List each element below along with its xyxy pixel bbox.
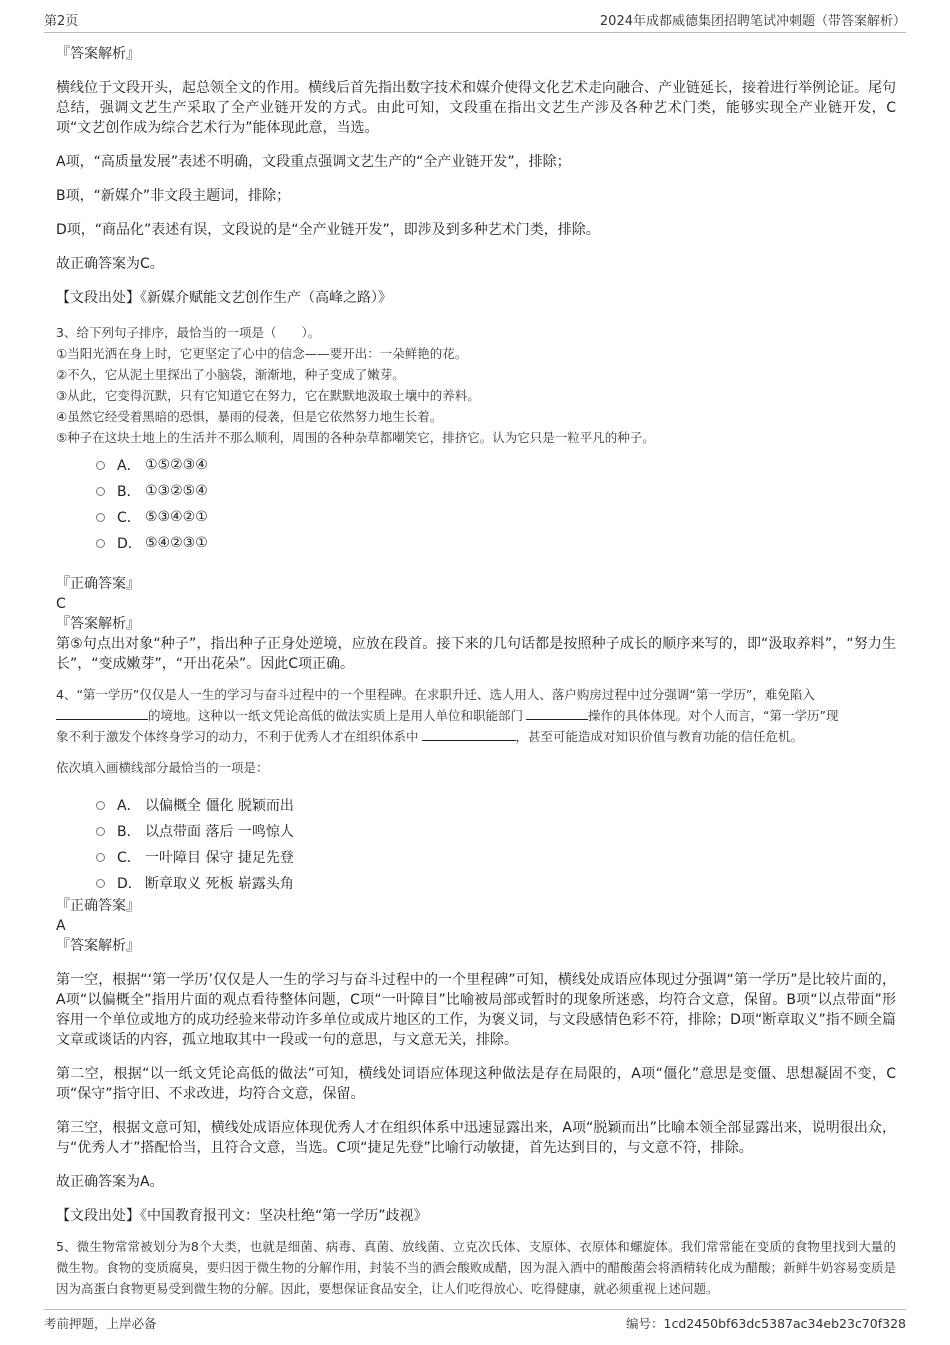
blank-1	[56, 707, 148, 720]
radio-button[interactable]	[96, 513, 105, 522]
q3-sentence-2: ②不久，它从泥土里探出了小脑袋，渐渐地，种子变成了嫩芽。	[56, 367, 405, 382]
q3-sentence-1: ①当阳光洒在身上时，它更坚定了心中的信念——要开出：一朵鲜艳的花。	[56, 346, 468, 361]
q3-option-c[interactable]: C． ⑤③④②①	[96, 504, 896, 530]
radio-button[interactable]	[96, 487, 105, 496]
q3-option-b[interactable]: B． ①③②⑤④	[96, 478, 896, 504]
correct-answer-label: 『正确答案』	[56, 576, 140, 592]
correct-answer-label: 『正确答案』	[56, 898, 140, 914]
analysis-paragraph: 横线位于文段开头，起总领全文的作用。横线后首先指出数字技术和媒介使得文化艺术走向融合、产业链延长，接着进行举例论证。尾句总结，强调文艺生产采取了全产业链开发的方式。由此可知，文段重在指出文艺生产涉及各种艺术门类，能够实现全产业链开发，C项“文艺创作成为综合艺术行为”能体现此意，当选。	[56, 80, 896, 136]
document-title: 2024年成都威德集团招聘笔试冲刺题（带答案解析）	[599, 14, 906, 29]
document-code: 编号：1cd2450bf63dc5387ac34eb23c70f328	[626, 1316, 906, 1331]
q4-analysis-para-3: 第三空，根据文意可知，横线处成语应体现优秀人才在组织体系中迅速显露出来，A项“脱颖而出”比喻本领全部显露出来，说明很出众，与“优秀人才”搭配恰当，且符合文意，当选。C项“捷足先登”比喻行动敏捷，首先达到目的，与文意不符，排除。	[56, 1120, 896, 1156]
question-4-prompt: 依次填入画横线部分最恰当的一项是：	[56, 760, 269, 775]
answer-analysis-label: 『答案解析』	[56, 46, 140, 62]
q4-option-a[interactable]: A． 以偏概全 僵化 脱颖而出	[96, 792, 896, 818]
q4-option-b[interactable]: B． 以点带面 落后 一鸣惊人	[96, 818, 896, 844]
page-content	[56, 44, 896, 1299]
footer-slogan: 考前押题，上岸必备	[44, 1316, 157, 1331]
answer-analysis-label: 『答案解析』	[56, 938, 140, 954]
q4-option-d[interactable]: D． 断章取义 死板 崭露头角	[96, 870, 896, 896]
option-a-analysis: A项，“高质量发展”表述不明确，文段重点强调文艺生产的“全产业链开发”，排除；	[56, 154, 571, 170]
radio-button[interactable]	[96, 879, 105, 888]
answer-conclusion: 故正确答案为A。	[56, 1174, 164, 1190]
question-4-stem: 4、“第一学历”仅仅是人一生的学习与奋斗过程中的一个里程碑。在求职升迁、选人用人、落户购房过程中过分强调“第一学历”，难免陷入 的境地。这种以一纸文凭论高低的做法实质上是用人单位和职能部门 操作的具体体现。对个人而言，“第一学历”现 象不利于激发个体终身学习的动力，不利于优秀人才在组织体系中 ，甚至可能造成对知识价值与教育功能的信任危机。	[56, 687, 839, 744]
q3-sentence-5: ⑤种子在这块土地上的生活并不那么顺利，周围的各种杂草都嘲笑它，排挤它。认为它只是一粒平凡的种子。	[56, 430, 655, 445]
answer-conclusion: 故正确答案为C。	[56, 256, 164, 272]
option-d-analysis: D项，“商品化”表述有误，文段说的是“全产业链开发”，即涉及到多种艺术门类，排除。	[56, 222, 600, 238]
radio-button[interactable]	[96, 539, 105, 548]
option-b-analysis: B项，“新媒介”非文段主题词，排除；	[56, 188, 291, 204]
page-number: 第2页	[44, 14, 79, 29]
q4-option-c[interactable]: C． 一叶障目 保守 捷足先登	[96, 844, 896, 870]
radio-button[interactable]	[96, 827, 105, 836]
q3-options	[96, 452, 896, 556]
q4-options	[96, 792, 896, 896]
q4-analysis-para-1: 第一空，根据“‘第一学历’仅仅是人一生的学习与奋斗过程中的一个里程碑”可知，横线处成语应体现过分强调“第一学历”是比较片面的，A项“以偏概全”指用片面的观点看待整体问题，C项“一叶障目”比喻被局部或暂时的现象所迷惑，均符合文意，保留。B项“以点带面”形容用一个单位或地方的成功经验来带动许多单位或成片地区的工作，为褒义词，与文段感情色彩不符，排除；D项“断章取义”指不顾全篇文章或谈话的内容，孤立地取其中一段或一句的意思，与文意无关，排除。	[56, 972, 896, 1048]
question-3-stem: 3、给下列句子排序，最恰当的一项是（ ）。	[56, 325, 321, 340]
correct-answer: C	[56, 596, 66, 612]
radio-button[interactable]	[96, 853, 105, 862]
source-citation: 【文段出处】《中国教育报刊文：坚决杜绝“第一学历”歧视》	[56, 1208, 428, 1224]
correct-answer: A	[56, 918, 66, 934]
radio-button[interactable]	[96, 461, 105, 470]
q3-sentence-3: ③从此，它变得沉默，只有它知道它在努力，它在默默地汲取土壤中的养料。	[56, 388, 480, 403]
q3-option-d[interactable]: D． ⑤④②③①	[96, 530, 896, 556]
question-5-stem: 5、微生物常常被划分为8个大类，也就是细菌、病毒、真菌、放线菌、立克次氏体、支原体、衣原体和螺旋体。我们常常能在变质的食物里找到大量的微生物。食物的变质腐臭，要归因于微生物的分解作用，封装不当的酒会酸败成醋，因为混入酒中的醋酸菌会将酒精转化成为醋酸；新鲜牛奶容易变质是因为高蛋白食物更易受到微生物的分解。因此，要想保证食品安全，让人们吃得放心、吃得健康，就必须重视上述问题。	[56, 1239, 896, 1296]
source-citation: 【文段出处】《新媒介赋能文艺创作生产（高峰之路）》	[56, 290, 392, 306]
radio-button[interactable]	[96, 801, 105, 810]
page-footer	[44, 1309, 906, 1338]
q3-analysis: 第⑤句点出对象“种子”，指出种子正身处逆境，应放在段首。接下来的几句话都是按照种子成长的顺序来写的，即“汲取养料”，“努力生长”，“变成嫩芽”，“开出花朵”。因此C项正确。	[56, 636, 896, 672]
answer-analysis-label: 『答案解析』	[56, 616, 140, 632]
q3-sentence-4: ④虽然它经受着黑暗的恐惧，暴雨的侵袭，但是它依然努力地生长着。	[56, 409, 443, 424]
page-header	[44, 10, 906, 33]
blank-2	[526, 707, 588, 720]
q4-analysis-para-2: 第二空，根据“以一纸文凭论高低的做法”可知，横线处词语应体现这种做法是存在局限的，A项“僵化”意思是变僵、思想凝固不变，C项“保守”指守旧、不求改进，均符合文意，保留。	[56, 1066, 896, 1102]
blank-3	[422, 728, 516, 741]
q3-option-a[interactable]: A． ①⑤②③④	[96, 452, 896, 478]
